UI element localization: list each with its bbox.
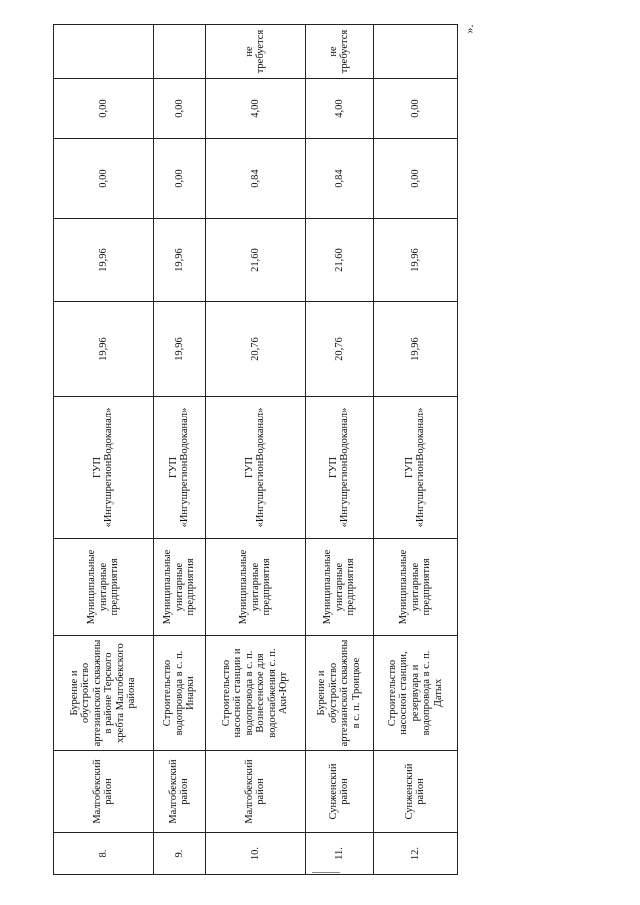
project-description-cell: Строительство насосной станции и водопровода в с. п. Вознесенское для водоснабжения с. п. Аки-Юрт — [206, 636, 306, 751]
district-cell: Сунженский район — [373, 751, 457, 833]
value-cell-3: 0,00 — [373, 139, 457, 219]
organization-type-cell: Муниципальные унитарные предприятия — [373, 539, 457, 636]
value-cell-2: 19,96 — [153, 219, 205, 302]
table-row — [305, 25, 373, 875]
value-cell-1: 19,96 — [54, 302, 154, 397]
organization-name-cell: ГУП «ИнгушрегионВодоканал» — [54, 397, 154, 539]
organization-name-cell: ГУП «ИнгушрегионВодоканал» — [153, 397, 205, 539]
value-cell-3: 0,00 — [153, 139, 205, 219]
note-cell: не требуется — [305, 25, 373, 79]
row-number: 8. — [54, 833, 154, 875]
note-cell — [153, 25, 205, 79]
organization-type-cell: Муниципальные унитарные предприятия — [54, 539, 154, 636]
project-description-cell: Строительство водопровода в с. п. Инарки — [153, 636, 205, 751]
value-cell-1: 20,76 — [305, 302, 373, 397]
table-row — [153, 25, 205, 875]
district-cell: Малгобекский район — [206, 751, 306, 833]
district-cell: Сунженский район — [305, 751, 373, 833]
value-cell-4: 0,00 — [373, 79, 457, 139]
project-description-cell: Строительство насосной станции, резервуара и водопровода в с. п. Датых — [373, 636, 457, 751]
page-footer-line — [312, 872, 340, 873]
value-cell-4: 4,00 — [305, 79, 373, 139]
closing-quote-mark: ». — [462, 24, 476, 34]
value-cell-2: 19,96 — [54, 219, 154, 302]
note-cell — [54, 25, 154, 79]
note-cell: не требуется — [206, 25, 306, 79]
note-cell — [373, 25, 457, 79]
value-cell-3: 0,84 — [305, 139, 373, 219]
project-description-cell: Бурение и обустройство артезианской скважины в районе Терского хребта Малгобекского района — [54, 636, 154, 751]
value-cell-2: 19,96 — [373, 219, 457, 302]
value-cell-1: 19,96 — [373, 302, 457, 397]
row-number: 12. — [373, 833, 457, 875]
table-row — [206, 25, 306, 875]
value-cell-1: 19,96 — [153, 302, 205, 397]
organization-type-cell: Муниципальные унитарные предприятия — [153, 539, 205, 636]
value-cell-4: 0,00 — [54, 79, 154, 139]
organization-type-cell: Муниципальные унитарные предприятия — [305, 539, 373, 636]
organization-name-cell: ГУП «ИнгушрегионВодоканал» — [373, 397, 457, 539]
organization-name-cell: ГУП «ИнгушрегионВодоканал» — [305, 397, 373, 539]
organization-type-cell: Муниципальные унитарные предприятия — [206, 539, 306, 636]
organization-name-cell: ГУП «ИнгушрегионВодоканал» — [206, 397, 306, 539]
district-cell: Малгобекский район — [153, 751, 205, 833]
table-row — [54, 25, 154, 875]
value-cell-4: 4,00 — [206, 79, 306, 139]
row-number: 10. — [206, 833, 306, 875]
district-cell: Малгобекский район — [54, 751, 154, 833]
value-cell-2: 21,60 — [305, 219, 373, 302]
water-projects-table — [53, 24, 458, 875]
rotated-table-wrapper — [53, 25, 458, 875]
value-cell-3: 0,00 — [54, 139, 154, 219]
row-number: 9. — [153, 833, 205, 875]
project-description-cell: Бурение и обустройство артезианской скважины в с. п. Троицкое — [305, 636, 373, 751]
value-cell-1: 20,76 — [206, 302, 306, 397]
value-cell-4: 0,00 — [153, 79, 205, 139]
row-number: 11. — [305, 833, 373, 875]
value-cell-3: 0,84 — [206, 139, 306, 219]
value-cell-2: 21,60 — [206, 219, 306, 302]
table-row — [373, 25, 457, 875]
